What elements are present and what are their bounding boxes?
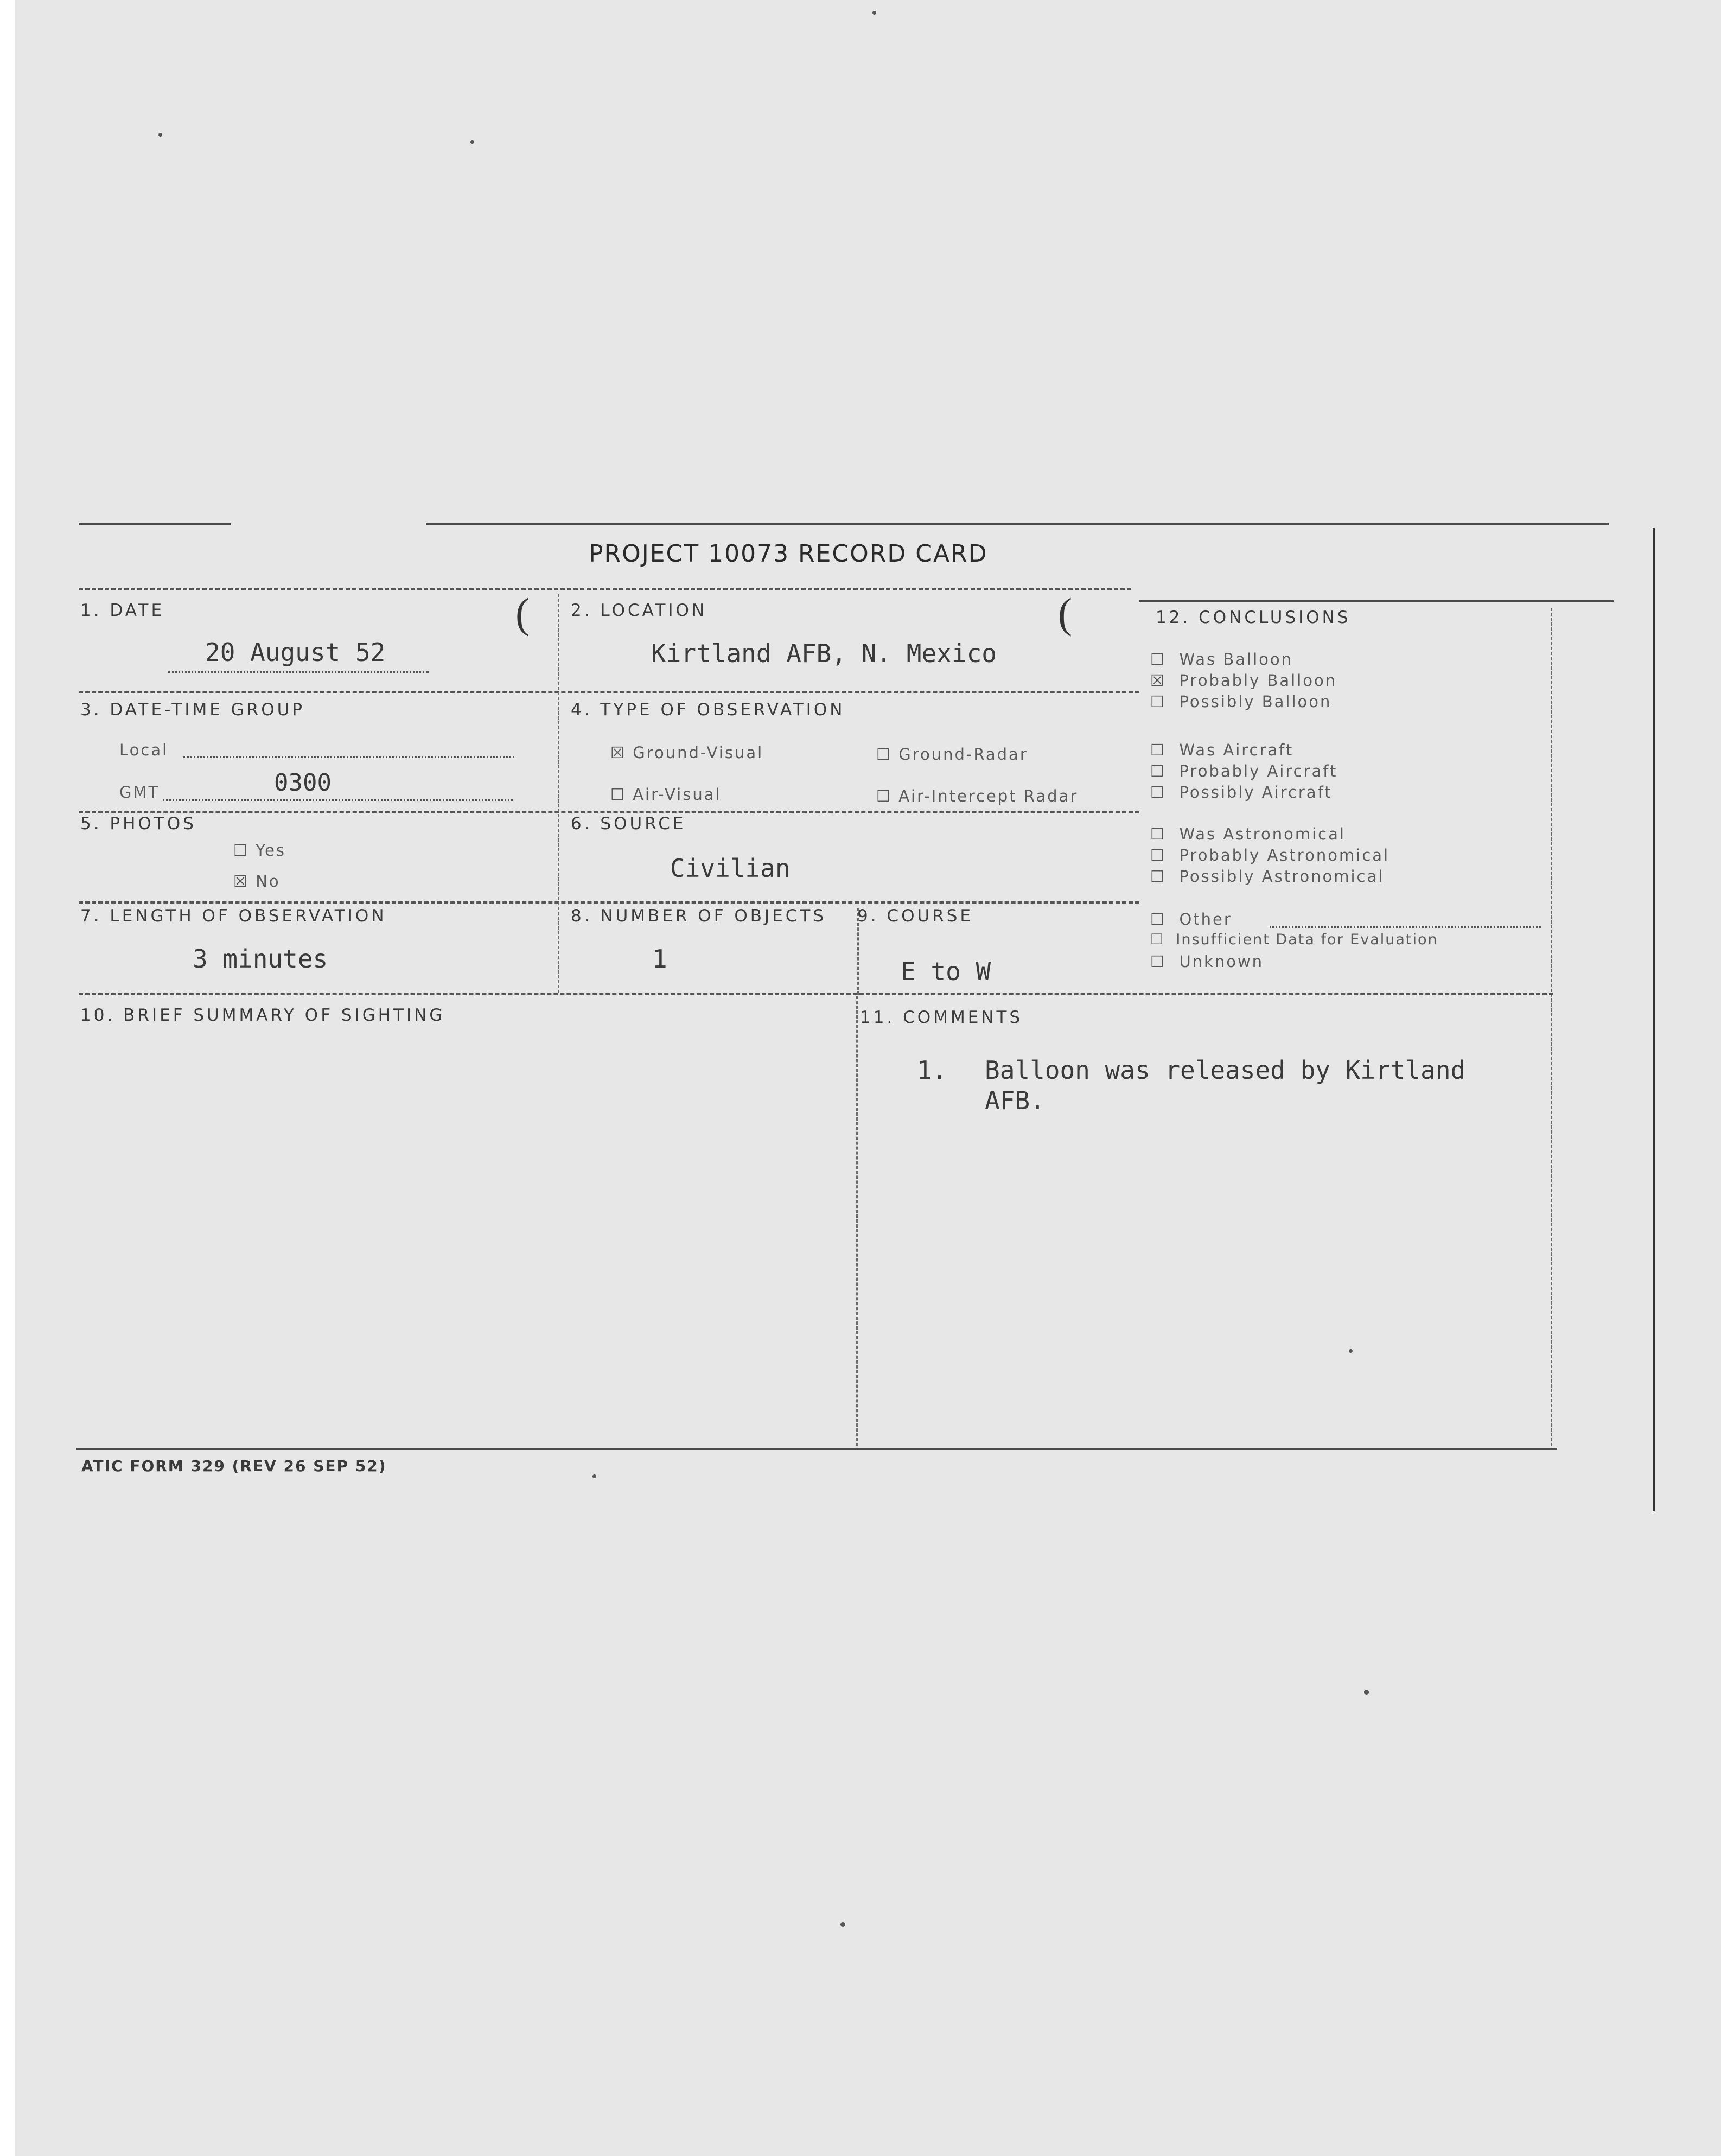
date-time-group-label: 3. DATE-TIME GROUP bbox=[80, 700, 305, 720]
conclusions-label: 12. CONCLUSIONS bbox=[1156, 608, 1351, 627]
local-label: Local bbox=[119, 741, 169, 759]
checkbox-icon: ☐ bbox=[1150, 931, 1165, 948]
frame-line bbox=[1653, 528, 1655, 1511]
option-air-intercept-radar: ☐ Air-Intercept Radar bbox=[876, 787, 1079, 805]
speck bbox=[470, 140, 474, 144]
course-label: 9. COURSE bbox=[857, 906, 973, 926]
option-air-visual: ☐ Air-Visual bbox=[610, 785, 722, 804]
speck bbox=[158, 133, 162, 137]
conclusion-possibly-balloon: ☐ Possibly Balloon bbox=[1150, 692, 1332, 711]
checkbox-icon: ☐ bbox=[1150, 825, 1166, 843]
option-ground-radar: ☐ Ground-Radar bbox=[876, 745, 1028, 764]
comment-number: 1. bbox=[917, 1055, 947, 1085]
conclusion-other: ☐ Other bbox=[1150, 910, 1232, 928]
divider-line bbox=[79, 588, 1131, 590]
option-photos-no: ☒ No bbox=[233, 872, 281, 891]
conclusion-insufficient-data: ☐ Insufficient Data for Evaluation bbox=[1150, 931, 1438, 948]
gmt-value: 0300 bbox=[274, 769, 332, 797]
checkbox-icon: ☐ bbox=[1150, 692, 1166, 711]
source-value: Civilian bbox=[670, 854, 791, 883]
checkbox-checked-icon: ☒ bbox=[610, 743, 626, 762]
number-of-objects-value: 1 bbox=[652, 944, 667, 974]
conclusion-was-astronomical: ☐ Was Astronomical bbox=[1150, 825, 1346, 843]
checkbox-icon: ☐ bbox=[1150, 741, 1166, 759]
length-of-observation-label: 7. LENGTH OF OBSERVATION bbox=[80, 906, 387, 926]
comments-label: 11. COMMENTS bbox=[860, 1008, 1023, 1027]
location-value: Kirtland AFB, N. Mexico bbox=[651, 639, 997, 668]
gmt-label: GMT bbox=[119, 783, 160, 802]
conclusion-unknown: ☐ Unknown bbox=[1150, 952, 1264, 971]
card-title: PROJECT 10073 RECORD CARD bbox=[589, 540, 988, 568]
frame-line bbox=[1139, 600, 1614, 602]
divider-line bbox=[79, 691, 1139, 693]
comment-line-2: AFB. bbox=[985, 1086, 1045, 1115]
checkbox-icon: ☐ bbox=[1150, 867, 1166, 886]
record-card bbox=[76, 518, 1655, 1511]
location-label: 2. LOCATION bbox=[571, 601, 707, 620]
column-line bbox=[856, 996, 858, 1446]
divider-line bbox=[79, 901, 1139, 904]
gmt-underline bbox=[163, 799, 513, 801]
checkbox-icon: ☐ bbox=[1150, 762, 1166, 780]
conclusion-probably-astronomical: ☐ Probably Astronomical bbox=[1150, 846, 1390, 864]
checkbox-icon: ☐ bbox=[1150, 783, 1166, 802]
checkbox-icon: ☐ bbox=[1150, 952, 1166, 971]
margin-mark: ( bbox=[1058, 589, 1072, 637]
checkbox-icon: ☐ bbox=[1150, 650, 1166, 669]
margin-mark: ( bbox=[515, 589, 530, 637]
comment-line-1: Balloon was released by Kirtland bbox=[985, 1055, 1466, 1085]
form-number: ATIC FORM 329 (REV 26 SEP 52) bbox=[81, 1457, 387, 1475]
option-photos-yes: ☐ Yes bbox=[233, 841, 286, 860]
column-line bbox=[558, 594, 559, 993]
conclusion-possibly-astronomical: ☐ Possibly Astronomical bbox=[1150, 867, 1385, 886]
frame-line bbox=[1551, 608, 1552, 1446]
speck bbox=[840, 1922, 845, 1927]
source-label: 6. SOURCE bbox=[571, 814, 686, 834]
page-border bbox=[0, 0, 15, 2156]
checkbox-icon: ☐ bbox=[876, 787, 892, 805]
divider-line bbox=[76, 1448, 1557, 1450]
conclusion-was-aircraft: ☐ Was Aircraft bbox=[1150, 741, 1294, 759]
checkbox-checked-icon: ☒ bbox=[1150, 671, 1166, 690]
frame-line bbox=[79, 523, 231, 525]
speck bbox=[872, 11, 876, 15]
checkbox-icon: ☐ bbox=[610, 785, 626, 804]
date-label: 1. DATE bbox=[80, 601, 165, 620]
conclusion-probably-balloon: ☒ Probably Balloon bbox=[1150, 671, 1337, 690]
option-ground-visual: ☒ Ground-Visual bbox=[610, 743, 764, 762]
conclusion-was-balloon: ☐ Was Balloon bbox=[1150, 650, 1293, 669]
divider-line bbox=[79, 993, 1553, 995]
conclusion-possibly-aircraft: ☐ Possibly Aircraft bbox=[1150, 783, 1333, 802]
divider-line bbox=[79, 811, 1139, 813]
date-underline bbox=[168, 671, 429, 673]
date-value: 20 August 52 bbox=[205, 638, 386, 667]
photos-label: 5. PHOTOS bbox=[80, 814, 196, 834]
checkbox-icon: ☐ bbox=[1150, 846, 1166, 864]
course-value: E to W bbox=[901, 957, 991, 986]
other-underline bbox=[1270, 926, 1541, 928]
checkbox-checked-icon: ☒ bbox=[233, 872, 249, 891]
checkbox-icon: ☐ bbox=[876, 745, 892, 764]
frame-line bbox=[426, 523, 1609, 525]
brief-summary-label: 10. BRIEF SUMMARY OF SIGHTING bbox=[80, 1006, 445, 1025]
checkbox-icon: ☐ bbox=[1150, 910, 1166, 928]
type-of-observation-label: 4. TYPE OF OBSERVATION bbox=[571, 700, 845, 720]
speck bbox=[1364, 1690, 1369, 1695]
local-underline bbox=[183, 756, 514, 758]
number-of-objects-label: 8. NUMBER OF OBJECTS bbox=[571, 906, 827, 926]
checkbox-icon: ☐ bbox=[233, 841, 249, 860]
length-of-observation-value: 3 minutes bbox=[193, 944, 328, 974]
conclusion-probably-aircraft: ☐ Probably Aircraft bbox=[1150, 762, 1338, 780]
